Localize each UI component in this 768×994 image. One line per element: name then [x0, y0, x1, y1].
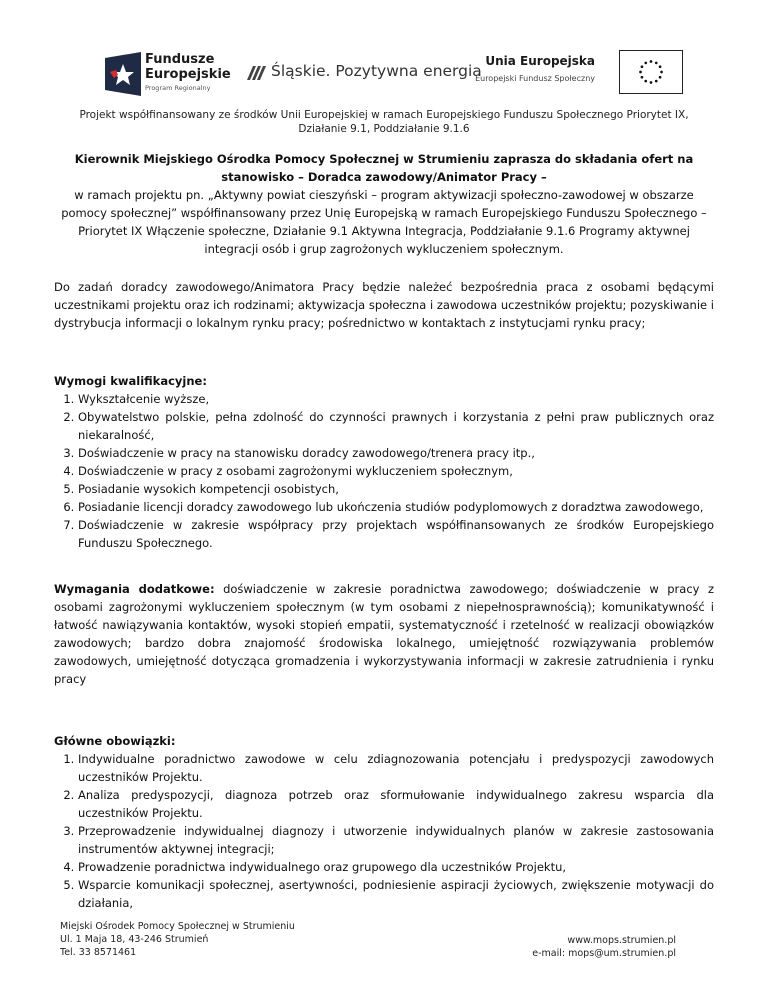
announcement-body: w ramach projektu pn. „Aktywny powiat cieszyński – program aktywizacji społeczno-zawodowej w obszarze pomocy społecznej” współfinansowany przez Unię Europejską w ramach Europejskiego Funduszu Społecznego – Priorytet IX Włączenie społeczne, Działanie 9.1 Aktywna Integracja, Poddziałanie 9.1.6 Programy aktywnej integracji osób i grup zagrożonych wykluczeniem społecznym.	[61, 188, 707, 256]
requirements-section	[54, 372, 714, 552]
list-item: 6. Posiadanie licencji doradcy zawodowego lub ukończenia studiów podyplomowych z doradztwa zawodowego,	[78, 498, 714, 516]
fe-line2: Europejskie	[145, 67, 231, 82]
additional-title: Wymagania dodatkowe:	[54, 582, 215, 596]
fundusze-europejskie-logo	[105, 48, 245, 104]
eu-flag-icon	[619, 50, 683, 94]
footer-org: Miejski Ośrodek Pomocy Społecznej w Strumieniu	[60, 921, 295, 932]
duties-intro: Do zadań doradcy zawodowego/Animatora Pracy będzie należeć bezpośrednia praca z osobami będącymi uczestnikami projektu oraz ich rodzinami; aktywizacja społeczna i zawodowa uczestników projektu; pozyskiwanie i dystrybucja informacji o lokalnym rynku pracy; pośrednictwo w kontaktach z instytucjami rynku pracy;	[54, 280, 714, 330]
list-item: 3. Doświadczenie w pracy na stanowisku doradcy zawodowego/trenera pracy itp.,	[78, 444, 714, 462]
announcement-title: Kierownik Miejskiego Ośrodka Pomocy Społecznej w Strumieniu zaprasza do składania ofert na stanowisko – Doradca zawodowy/Animator Pracy –	[74, 152, 694, 184]
footer-street: Ul. 1 Maja 18, 43-246 Strumień	[60, 934, 209, 945]
list-item: 4. Prowadzenie poradnictwa indywidualnego oraz grupowego dla uczestników Projektu,	[78, 858, 714, 876]
fe-line1: Fundusze	[145, 52, 215, 67]
list-item: 7. Doświadczenie w zakresie współpracy przy projektach współfinansowanych ze środków Europejskiego Funduszu Społecznego.	[78, 516, 714, 552]
unia-europejska-logo	[475, 50, 683, 94]
slaskie-text: Śląskie. Pozytywna energia	[271, 62, 482, 80]
ue-line1: Unia Europejska	[485, 54, 595, 68]
footer-www[interactable]: www.mops.strumien.pl	[567, 935, 676, 946]
announcement-intro	[54, 150, 714, 258]
list-item: 5. Wsparcie komunikacji społecznej, asertywności, podniesienie aspiracji życiowych, zwiększenie motywacji do działania,	[78, 876, 714, 912]
main-duties-title: Główne obowiązki:	[54, 734, 176, 748]
project-note: Projekt współfinansowany ze środków Unii Europejskiej w ramach Europejskiego Funduszu Społecznego Priorytet IX, Działanie 9.1, Poddziałanie 9.1.6	[79, 109, 689, 135]
logo-bar	[93, 40, 681, 110]
additional-text: doświadczenie w zakresie poradnictwa zawodowego; doświadczenie w pracy z osobami zagrożonymi wykluczeniem społecznym (w tym osobami z niepełnosprawnością); komunikatywność i łatwość nawiązywania kontaktów, wysoki stopień empatii, systematyczność i rzetelność w realizacji obowiązków zawodowych; bardzo dobra znajomość środowiska lokalnego, umiejętność rozwiązywania problemów zawodowych, umiejętność dotycząca gromadzenia i wykorzystywania informacji w zakresie zatrudnienia i rynku pracy	[54, 582, 714, 686]
footer-address	[60, 920, 295, 959]
fe-line3: Program Regionalny	[145, 84, 211, 92]
list-item: 4. Doświadczenie w pracy z osobami zagrożonymi wykluczeniem społecznym,	[78, 462, 714, 480]
requirements-list	[54, 390, 714, 552]
ue-line2: Europejski Fundusz Społeczny	[475, 74, 595, 83]
footer-contact	[532, 934, 676, 960]
list-item: 1. Indywidualne poradnictwo zawodowe w celu zdiagnozowania potencjału i predyspozycji zawodowych uczestników Projektu.	[78, 750, 714, 786]
slaskie-stripes-icon	[245, 62, 267, 84]
footer-email[interactable]: e-mail: mops@um.strumien.pl	[532, 948, 676, 959]
main-duties-section	[54, 732, 714, 912]
requirements-title: Wymogi kwalifikacyjne:	[54, 374, 207, 388]
list-item: 2. Analiza predyspozycji, diagnoza potrzeb oraz sformułowanie indywidualnego zakresu wsparcia dla uczestników Projektu.	[78, 786, 714, 822]
list-item: 2. Obywatelstwo polskie, pełna zdolność do czynności prawnych i korzystania z pełni praw publicznych oraz niekaralność,	[78, 408, 714, 444]
list-item: 1. Wykształcenie wyższe,	[78, 390, 714, 408]
list-item: 5. Posiadanie wysokich kompetencji osobistych,	[78, 480, 714, 498]
additional-section	[54, 580, 714, 688]
main-duties-list	[54, 750, 714, 912]
footer-phone: Tel. 33 8571461	[60, 947, 137, 958]
fundusze-star-icon	[105, 52, 141, 96]
list-item: 3. Przeprowadzenie indywidualnej diagnozy i utworzenie indywidualnych planów w zakresie zastosowania instrumentów aktywnej integracji;	[78, 822, 714, 858]
